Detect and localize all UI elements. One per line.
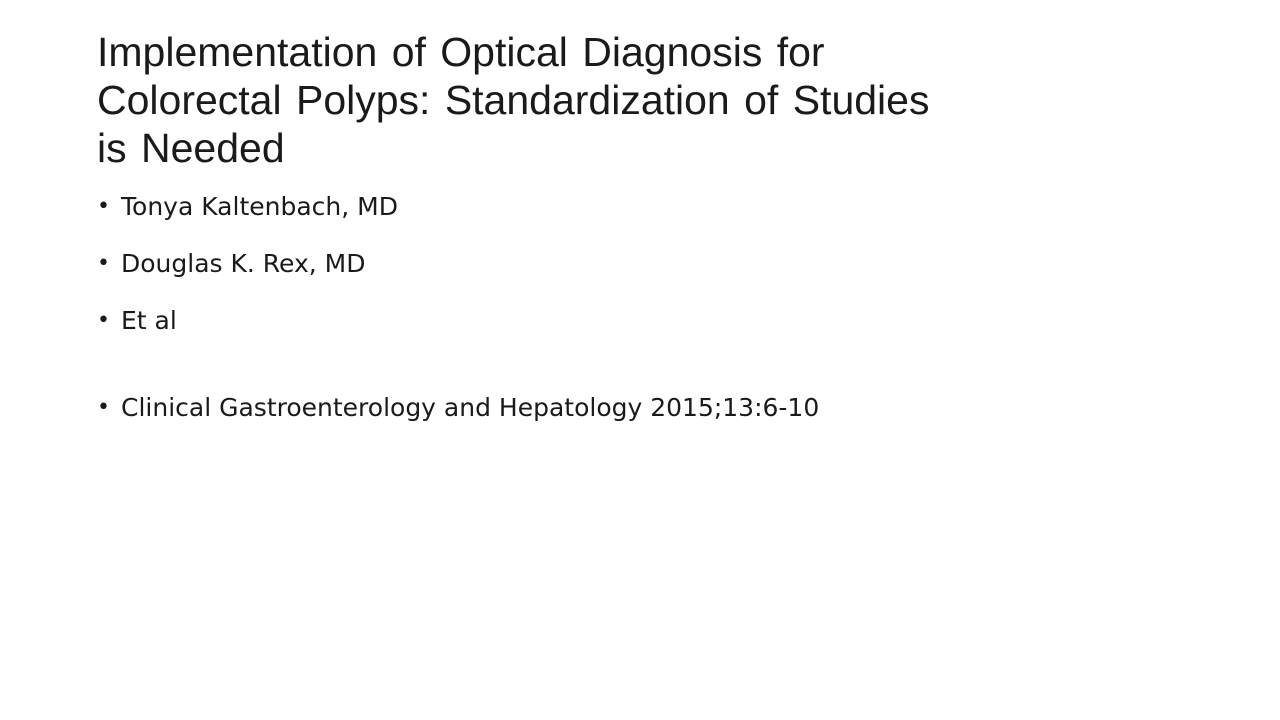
bullet-text: Et al: [121, 306, 177, 335]
title-line-1: Implementation of Optical Diagnosis for: [97, 29, 825, 75]
bullet-item-citation: [97, 393, 1197, 423]
bullet-item-author-1: [97, 192, 1197, 222]
bullet-icon: •: [97, 395, 110, 420]
slide-title: [97, 28, 1217, 172]
bullet-icon: •: [97, 251, 110, 276]
bullet-item-author-2: [97, 249, 1197, 279]
title-line-3: is Needed: [97, 125, 285, 171]
bullet-item-et-al: [97, 306, 1197, 336]
bullet-list: [97, 192, 1197, 450]
title-line-2: Colorectal Polyps: Standardization of Studies: [97, 77, 930, 123]
bullet-text: Douglas K. Rex, MD: [121, 249, 366, 278]
bullet-text: Tonya Kaltenbach, MD: [121, 192, 398, 221]
bullet-text: Clinical Gastroenterology and Hepatology 2015;13:6-10: [121, 393, 820, 422]
bullet-icon: •: [97, 308, 110, 333]
bullet-icon: •: [97, 194, 110, 219]
